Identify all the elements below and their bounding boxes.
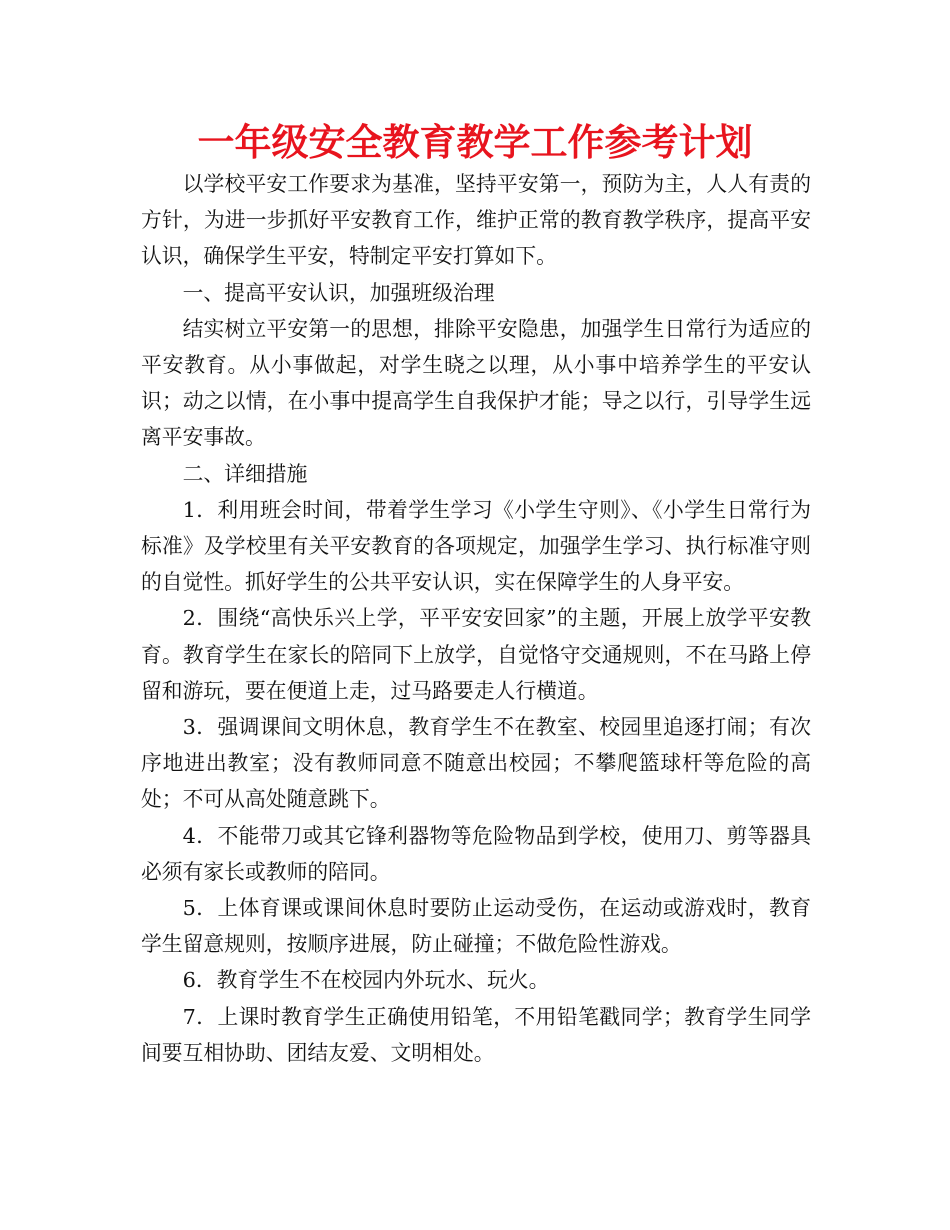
intro-paragraph: 以学校平安工作要求为基准，坚持平安第一，预防为主，人人有责的方针，为进一步抓好平安教育工作，维护正常的教育教学秩序，提高平安认识，确保学生平安，特制定平安打算如下。	[141, 172, 811, 269]
measure-item-5: 5．上体育课或课间休息时要防止运动受伤，在运动或游戏时，教育学生留意规则，按顺序进展，防止碰撞；不做危险性游戏。	[141, 896, 811, 957]
measure-item-2: 2．围绕“高快乐兴上学，平平安安回家”的主题，开展上放学平安教育。教育学生在家长的陪同下上放学，自觉恪守交通规则，不在马路上停留和游玩，要在便道上走，过马路要走人行横道。	[141, 606, 811, 703]
measure-item-4: 4．不能带刀或其它锋利器物等危险物品到学校，使用刀、剪等器具必须有家长或教师的陪同。	[141, 823, 811, 884]
measure-item-6: 6．教育学生不在校园内外玩水、玩火。	[182, 968, 550, 993]
document-body	[141, 166, 811, 1071]
measure-item-3: 3．强调课间文明休息，教育学生不在教室、校园里追逐打闹；有次序地进出教室；没有教师同意不随意出校园；不攀爬篮球杆等危险的高处；不可从高处随意跳下。	[141, 715, 811, 812]
document-title: 一年级安全教育教学工作参考计划	[197, 121, 753, 164]
section-heading-2: 二、详细措施	[182, 461, 308, 486]
section-heading-1: 一、提高平安认识，加强班级治理	[182, 280, 495, 305]
section-1-paragraph: 结实树立平安第一的思想，排除平安隐患，加强学生日常行为适应的平安教育。从小事做起，对学生晓之以理，从小事中培养学生的平安认识；动之以情，在小事中提高学生自我保护才能；导之以行，引导学生远离平安事故。	[141, 316, 811, 450]
measure-item-1: 1．利用班会时间，带着学生学习《小学生守则》、《小学生日常行为标准》及学校里有关平安教育的各项规定，加强学生学习、执行标准守则的自觉性。抓好学生的公共平安认识，实在保障学生的人身平安。	[141, 497, 811, 595]
measure-item-7: 7．上课时教育学生正确使用铅笔，不用铅笔戳同学；教育学生同学间要互相协助、团结友爱、文明相处。	[141, 1004, 811, 1065]
